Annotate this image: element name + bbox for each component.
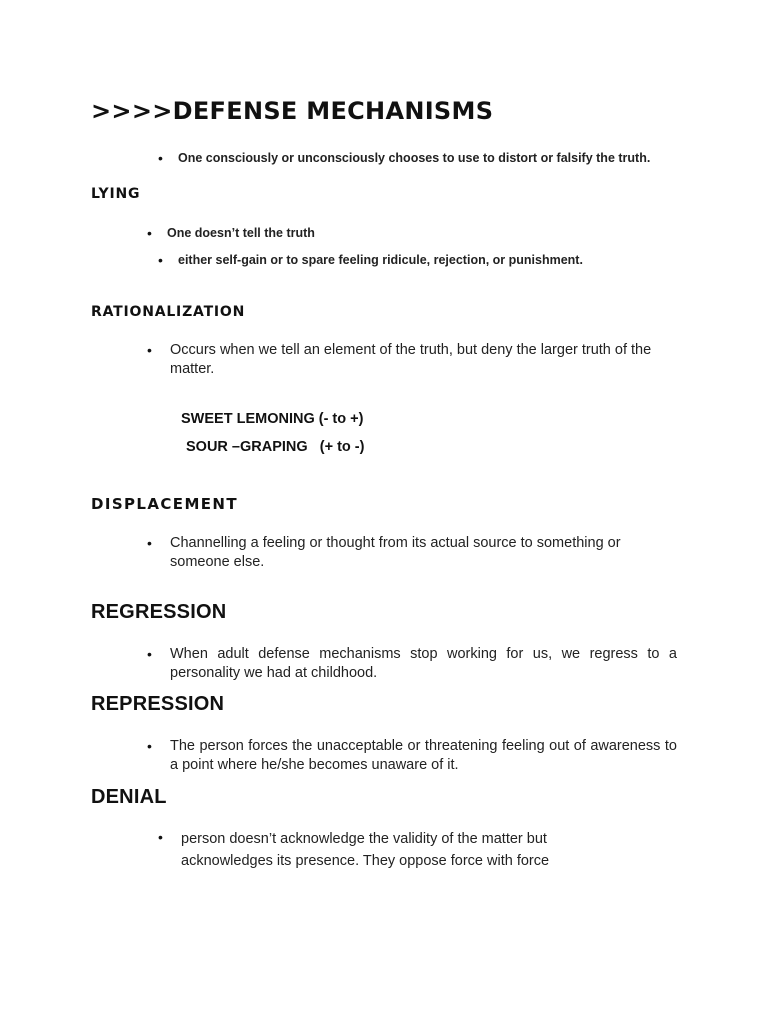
bullet-icon: •: [147, 225, 152, 241]
list-item: [147, 737, 677, 775]
list-item: [147, 645, 677, 683]
heading-rationalization: RATIONALIZATION: [91, 304, 246, 320]
bullet-icon: •: [147, 738, 152, 754]
bullet-icon: •: [158, 150, 163, 166]
intro-text: One consciously or unconsciously chooses to use to distort or falsify the truth.: [178, 151, 651, 165]
heading-displacement: DISPLACEMENT: [91, 495, 239, 513]
regression-text: When adult defense mechanisms stop working for us, we regress to a personality we had at childhood.: [170, 646, 677, 681]
list-item: [158, 828, 578, 872]
heading-repression: REPRESSION: [91, 693, 225, 715]
denial-text: person doesn’t acknowledge the validity of the matter but acknowledges its presence. They oppose force with force: [181, 831, 550, 869]
list-item: [147, 224, 667, 243]
list-item: [158, 251, 678, 270]
list-item: [158, 149, 718, 168]
heading-regression: REGRESSION: [91, 601, 227, 623]
bullet-icon: •: [147, 342, 152, 358]
repression-text: The person forces the unacceptable or threatening feeling out of awareness to a point where he/she becomes unaware of it.: [170, 738, 677, 773]
lying-point-2: either self-gain or to spare feeling ridicule, rejection, or punishment.: [178, 253, 583, 267]
bullet-icon: •: [147, 535, 152, 551]
page-title: >>>>DEFENSE MECHANISMS: [91, 97, 494, 125]
heading-lying: LYING: [91, 186, 141, 202]
list-item: [147, 341, 677, 379]
heading-denial: DENIAL: [91, 786, 167, 808]
sour-graping-label: SOUR –GRAPING (+ to -): [186, 439, 365, 455]
displacement-text: Channelling a feeling or thought from its actual source to something or someone else.: [170, 535, 621, 570]
rationalization-text: Occurs when we tell an element of the truth, but deny the larger truth of the matter.: [170, 342, 652, 377]
bullet-icon: •: [147, 646, 152, 662]
sweet-lemoning-label: SWEET LEMONING (- to +): [181, 411, 364, 427]
list-item: [147, 534, 677, 572]
lying-point-1: One doesn’t tell the truth: [167, 226, 315, 240]
bullet-icon: •: [158, 252, 163, 268]
bullet-icon: •: [158, 829, 163, 845]
